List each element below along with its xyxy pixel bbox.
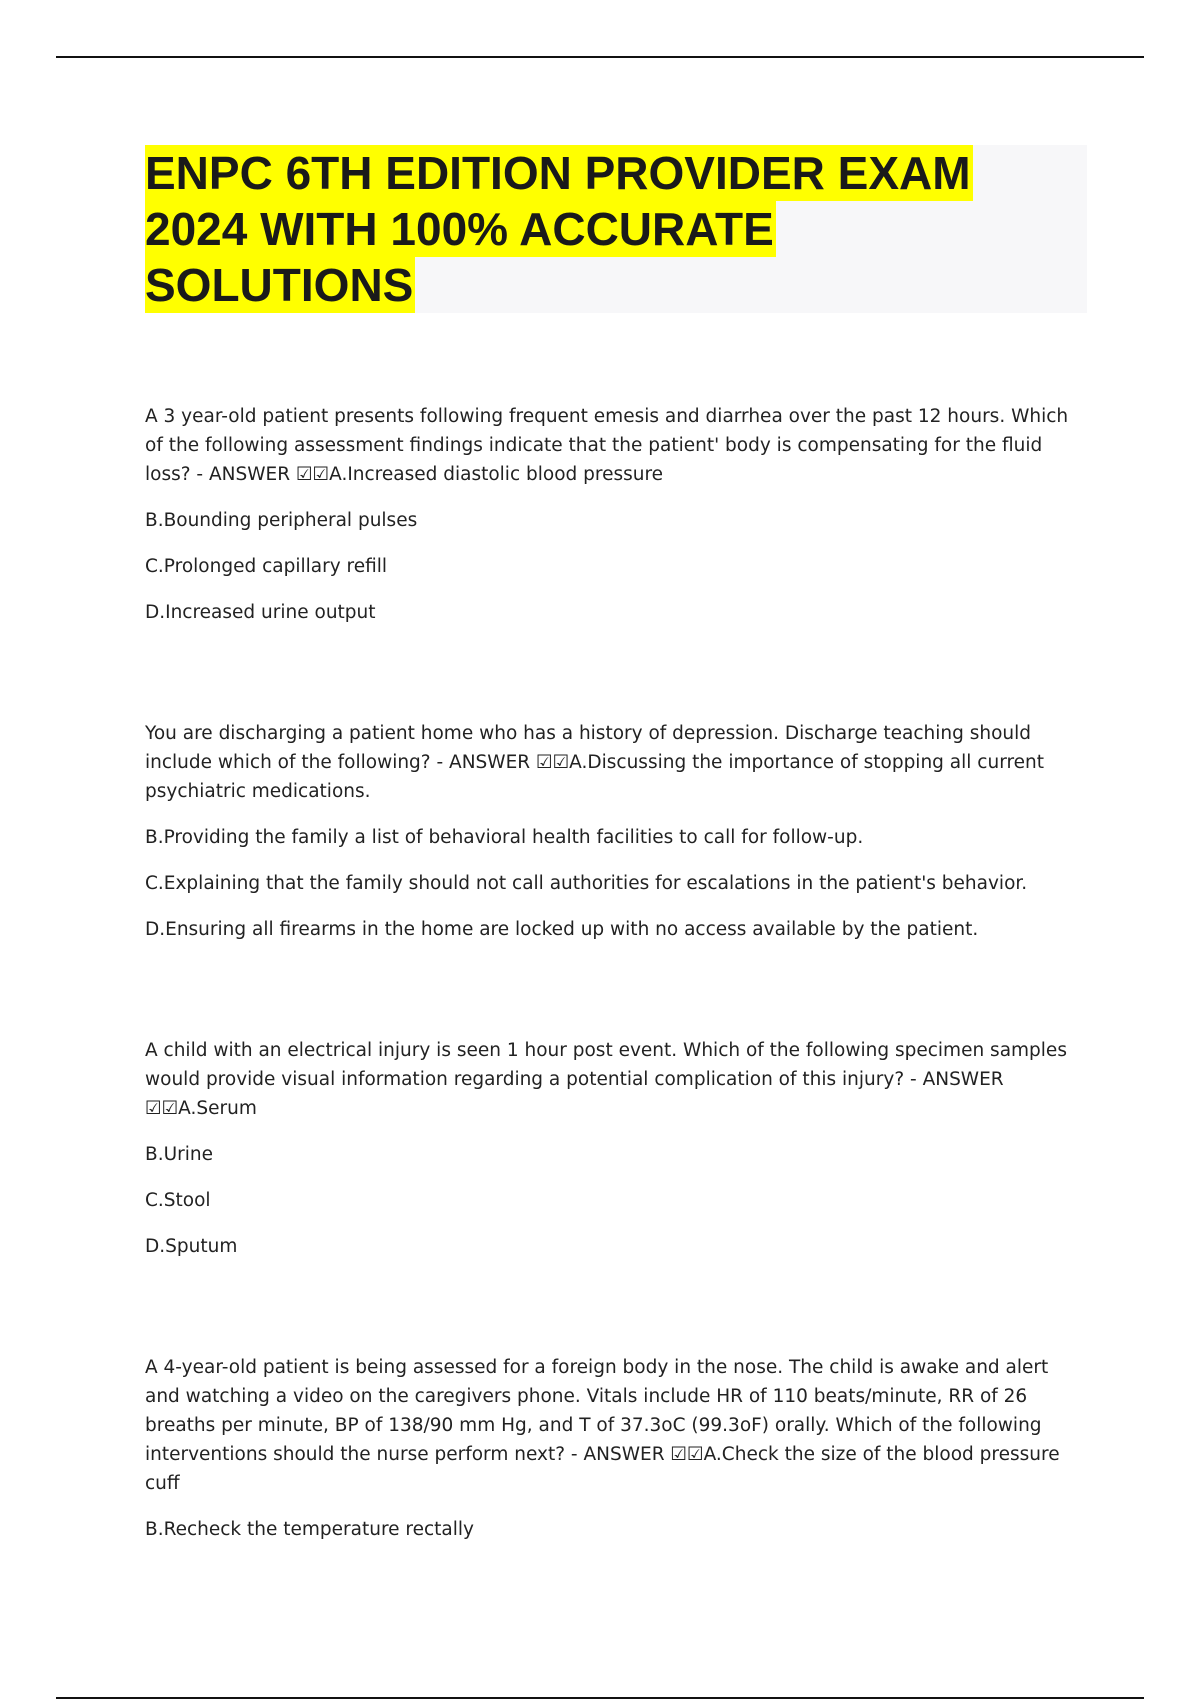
- question-1: [145, 402, 1080, 627]
- footer-rule: [56, 1697, 1144, 1699]
- question-list: [145, 402, 1080, 1544]
- title-line-1: ENPC 6TH EDITION PROVIDER EXAM: [145, 147, 971, 199]
- question-text: A 4-year-old patient is being assessed for a foreign body in the nose. The child is awake and alert and watching a video on the caregivers phone. Vitals include HR of 110 beats/minute, RR of 26 breaths per minute, BP of 138/90 mm Hg, and T of 37.3oC (99.3oF) orally. Which of the following interventions should the nurse perform next? - ANSWER ☑☑A.Check the size of the blood pressure cuff: [145, 1357, 1060, 1494]
- answer-option-b: B.Bounding peripheral pulses: [145, 510, 418, 531]
- title-line-3: SOLUTIONS: [145, 259, 414, 311]
- answer-option-d: D.Sputum: [145, 1236, 238, 1257]
- question-3: [145, 1036, 1080, 1261]
- question-text: A child with an electrical injury is seen 1 hour post event. Which of the following specimen samples would provide visual information regarding a potential complication of this injury? - ANSWER ☑☑A.Serum: [145, 1040, 1067, 1119]
- question-2: [145, 719, 1080, 944]
- question-text: You are discharging a patient home who has a history of depression. Discharge teaching should include which of the following? - ANSWER ☑☑A.Discussing the importance of stopping all current psychiatric medications.: [145, 723, 1045, 802]
- header-rule: [56, 56, 1144, 58]
- answer-option-b: B.Providing the family a list of behavioral health facilities to call for follow-up.: [145, 827, 864, 848]
- answer-option-c: C.Explaining that the family should not call authorities for escalations in the patient's behavior.: [145, 873, 1028, 894]
- answer-option-d: D.Ensuring all firearms in the home are locked up with no access available by the patient.: [145, 919, 979, 940]
- question-text: A 3 year-old patient presents following frequent emesis and diarrhea over the past 12 hours. Which of the following assessment findings indicate that the patient' body is compensating for the fluid loss? - ANSWER ☑☑A.Increased diastolic blood pressure: [145, 406, 1069, 485]
- answer-option-c: C.Prolonged capillary refill: [145, 556, 388, 577]
- answer-option-d: D.Increased urine output: [145, 602, 376, 623]
- answer-option-b: B.Recheck the temperature rectally: [145, 1519, 474, 1540]
- title-line-2: 2024 WITH 100% ACCURATE: [145, 203, 774, 255]
- answer-option-b: B.Urine: [145, 1144, 213, 1165]
- document-title: [145, 145, 1087, 313]
- question-4: [145, 1353, 1080, 1544]
- answer-option-c: C.Stool: [145, 1190, 211, 1211]
